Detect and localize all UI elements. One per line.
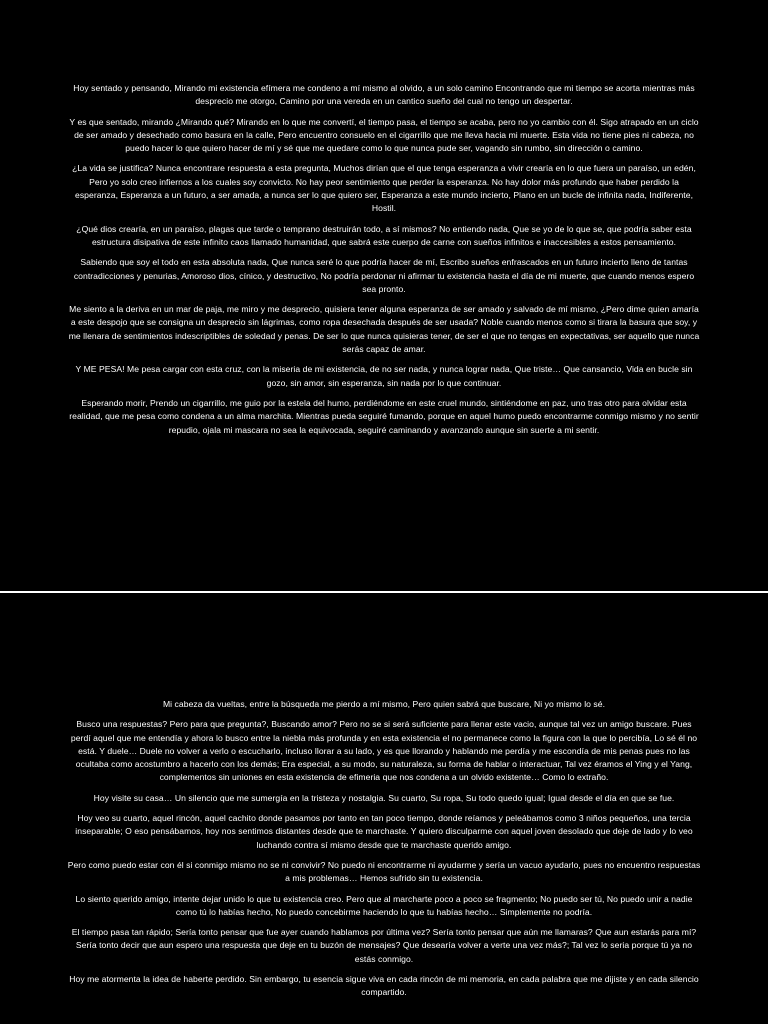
page-2-paragraph-6: Lo siento querido amigo, intente dejar unido lo que tu existencia creo. Pero que al marcharte poco a poco se fragmento; No puedo ser tú, No puedo unir a nadie como tú lo habías hecho, No puedo concebirme haciendo lo que tu habías hecho… Simplemente no podría. [75,893,693,917]
page-2-text-block [67,698,701,1007]
page-1-paragraph-1: Hoy sentado y pensando, Mirando mi existencia efímera me condeno a mí mismo al olvido, a un solo camino Encontrando que mi tiempo se acorta mientras más desprecio me otorgo, Camino por una vereda en un cantico sueño del cual no tengo un despertar. [73,83,695,107]
page-1-paragraph-7: Y ME PESA! Me pesa cargar con esta cruz, con la miseria de mi existencia, de no ser nada, y nunca lograr nada, Que triste… Que cansancio, Vida en bucle sin gozo, sin amor, sin esperanza, sin nada por lo que continuar. [75,364,693,388]
page-1-paragraph-8: Esperando morir, Prendo un cigarrillo, me guio por la estela del humo, perdiéndome en este cruel mundo, sintiéndome en paz, uno tras otro para olvidar esta realidad, que me pesa como condena a un alma marchita. Mientras pueda seguiré fumando, porque en aquel humo puedo encontrarme conmigo mismo y no sentir repudio, ojala mi mascara no sea la equivocada, seguiré caminando y avanzando aunque sin suerte a mi sentir. [69,397,699,435]
page-1-paragraph-3: ¿La vida se justifica? Nunca encontrare respuesta a esta pregunta, Muchos dirían que el que tenga esperanza a vivir crearía en lo que fuera un paraíso, un edén, Pero yo solo creo infiernos a los cuales soy convicto. No hay peor sentimiento que perder la esperanza. No hay dolor más profundo que haber perdido la esperanza, Esperanza a un futuro, a ser amada, a nunca ser lo que quiero ser, Esperanza a este mundo incierto, Plano en un bucle de infinita nada, Indiferente, Hostil. [72,163,696,214]
document-page-2 [0,594,768,1024]
page-2-paragraph-4: Hoy veo su cuarto, aquel rincón, aquel cachito donde pasamos por tanto en tan poco tiempo, donde reíamos y peleábamos como 3 niños pequeños, una tercia inseparable; O eso pensábamos, hoy nos sentimos distantes desde que te marchaste. Y quiero disculparme con aquel joven desolado que deje de lado y lo veo luchando contra sí mismo desde que te marchaste querido amigo. [75,813,693,850]
page-2-paragraph-3: Hoy visite su casa… Un silencio que me sumergía en la tristeza y nostalgia. Su cuarto, Su ropa, Su todo quedo igual; Igual desde el día en que se fue. [93,792,675,803]
page-1-text-block [67,82,701,444]
page-2-paragraph-7: El tiempo pasa tan rápido; Sería tonto pensar que fue ayer cuando hablamos por última vez? Sería tonto pensar que aún me llamaras? Que aun estarás para mí? Sería tonto decir que aun espero una respuesta que deje en tu buzón de mensajes? Que desearía volver a verte una vez más?; Tal vez lo seria porque tú ya no estás conmigo. [71,927,697,964]
page-1-paragraph-4: ¿Qué dios crearía, en un paraíso, plagas que tarde o temprano destruirán todo, a sí mismos? No entiendo nada, Que se yo de lo que se, que podría saber esta estructura disipativa de este infinito caos llamado humanidad, que sabrá este cuerpo de carne con sueños infinitos e inaccesibles a estos pensamiento. [76,223,692,247]
page-2-paragraph-8: Hoy me atormenta la idea de haberte perdido. Sin embargo, tu esencia sigue viva en cada rincón de mi memoria, en cada palabra que me dijiste y en cada silencio compartido. [69,974,699,998]
page-1-paragraph-2: Y es que sentado, mirando ¿Mirando qué? Mirando en lo que me convertí, el tiempo pasa, el tiempo se acaba, pero no yo cambio con él. Sigo atrapado en un ciclo de ser amado y desechado como basura en la calle, Pero encuentro consuelo en el cigarrillo que me lleva hacia mi muerte. Esta vida no tiene pies ni cabeza, no puedo hacer lo que quiero hacer de mí y sé que me quedare como lo que nunca pude ser, vagando sin rumbo, sin dirección o camino. [69,116,699,154]
page-separator [0,591,768,593]
page-2-paragraph-2: Busco una respuestas? Pero para que pregunta?, Buscando amor? Pero no se si será suficiente para llenar este vacio, aunque tal vez un amigo buscare. Pues perdí aquel que me entendía y ahora lo busco entre la niebla más profunda y en esta existencia el no permanece como la figura con la que lo percibía, Lo sé él no está. Y duele… Duele no volver a verlo o escucharlo, incluso llorar a su lado, y es que llorando y hablando me perdía y me escondía de mis penas pues no las ocultaba como acostumbro a hacerlo con los demás; Era especial, a su modo, su naturaleza, su forma de hablar o interactuar, Tal vez éramos el Ying y el Yang, complementos sin uniones en esta existencia de efimeria que nos condena a un olvido existente… Como lo extraño. [70,719,698,783]
page-1-paragraph-6: Me siento a la deriva en un mar de paja, me miro y me desprecio, quisiera tener alguna esperanza de ser amado y salvado de mí mismo, ¿Pero dime quien amaría a este despojo que se consigna un desprecio sin lágrimas, como ropa desechada después de ser usada? Noble cuando menos como si tirara la basura que soy, y me llenara de sentimientos indescriptibles de soledad y penas. De ser lo que nunca quisieras tener, de ser el que no tengas en expectativas, ser aquello que nunca serás capaz de amar. [68,304,700,355]
page-1-paragraph-5: Sabiendo que soy el todo en esta absoluta nada, Que nunca seré lo que podría hacer de mí, Escribo sueños enfrascados en un futuro incierto lleno de tantas contradicciones y penurias, Amoroso dios, cínico, y destructivo, No podría perdonar ni afirmar tu existencia hasta el día de mi muerte, que cuando menos espero sea pronto. [73,257,695,294]
page-2-paragraph-1: Mi cabeza da vueltas, entre la búsqueda me pierdo a mí mismo, Pero quien sabrá que buscare, Ni yo mismo lo sé. [162,699,606,709]
page-2-paragraph-5: Pero como puedo estar con él si conmigo mismo no se ni convivir? No puedo ni encontrarme ni ayudarme y sería un vacuo ayudarlo, pues no encuentro respuestas a mis problemas… Hemos sufrido sin tu existencia. [67,859,701,884]
